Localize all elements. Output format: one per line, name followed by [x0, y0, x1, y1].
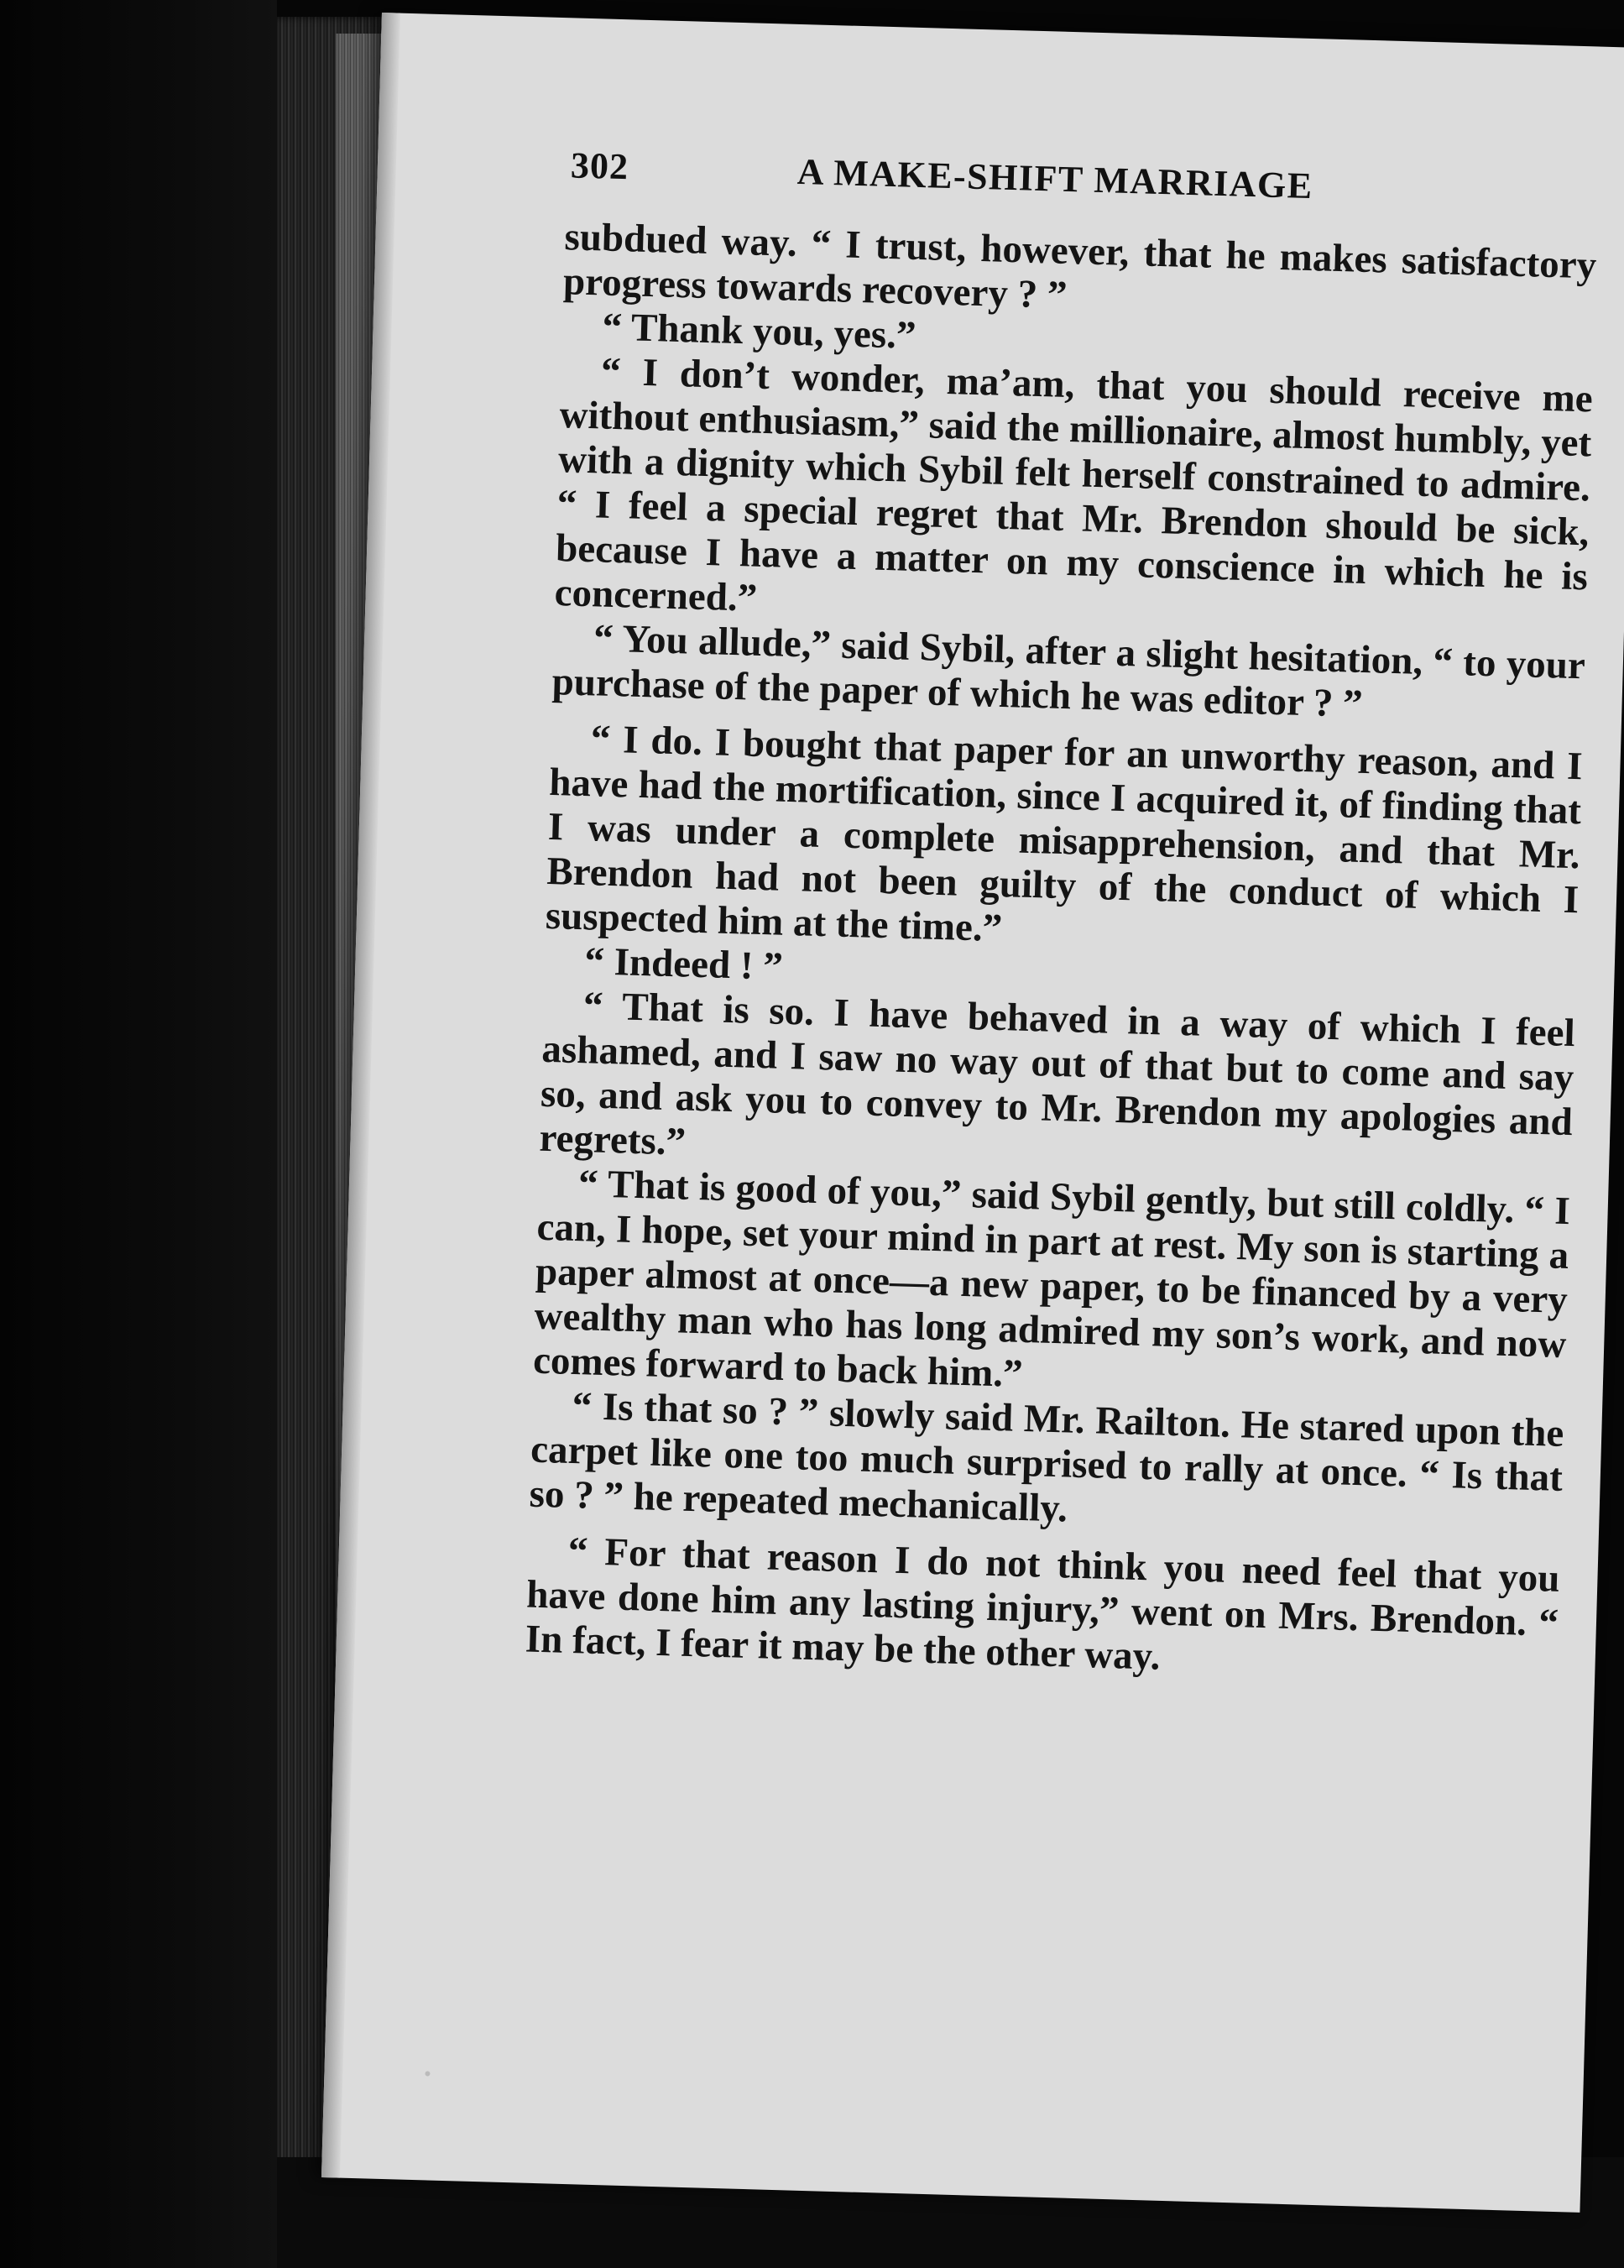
- paragraph: subdued way. “ I trust, however, that he makes satisfactory progress towards recovery ? ”: [562, 215, 1597, 317]
- book-title: A MAKE-SHIFT MARRIAGE: [796, 150, 1314, 207]
- paragraph: “ For that reason I do not think you need feel that you have done him any lasting injury,” went on Mrs. Brendon. “ In fact, I fear it may be the other way.: [525, 1529, 1561, 1679]
- paragraph: “ That is good of you,” said Sybil gently, but still coldly. “ I can, I hope, set your mind in part at rest. My son is starting a paper almost at once—a new paper, to be financed by a very wealthy man who has long admired my son’s work, and now comes forward to back him.”: [532, 1162, 1571, 1396]
- paragraph: “ You allude,” said Sybil, after a slight hesitation, “ to your purchase of the paper of which he was editor ? ”: [551, 616, 1586, 726]
- paragraph: “ That is so. I have behaved in a way of which I feel ashamed, and I saw no way out of that but to come and say so, and ask you to convey to Mr. Brendon my apologies and regrets.”: [538, 984, 1576, 1164]
- paragraph: “ Indeed ! ”: [583, 939, 784, 989]
- paragraph: “ Is that so ? ” slowly said Mr. Railton. He stared upon the carpet like one too much surprised to rally at once. “ Is that so ? ” he repeated mechanically.: [529, 1383, 1565, 1531]
- background-left: [0, 0, 277, 2268]
- print-speck: [425, 2071, 430, 2076]
- page-number: 302: [570, 144, 629, 188]
- printed-page: [321, 13, 1624, 2213]
- running-head: [570, 144, 1604, 207]
- paragraph: “ I do. I bought that paper for an unworthy reason, and I have had the mortification, since I acquired it, of finding that I was under a complete misapprehension, and that Mr. Brendon had not been guilty of the conduct of which I suspected him at the time.”: [545, 717, 1584, 951]
- paragraph: “ I don’t wonder, ma’am, that you should receive me without enthusiasm,” said the millionaire, almost humbly, yet with a dignity which Sybil felt herself constrained to admire. “ I feel a special regret that Mr. Brendon should be sick, because I have a matter on my conscience in which he is concerned.”: [554, 349, 1594, 620]
- paragraph: “ Thank you, yes.”: [601, 305, 917, 358]
- text-body: [525, 215, 1597, 1691]
